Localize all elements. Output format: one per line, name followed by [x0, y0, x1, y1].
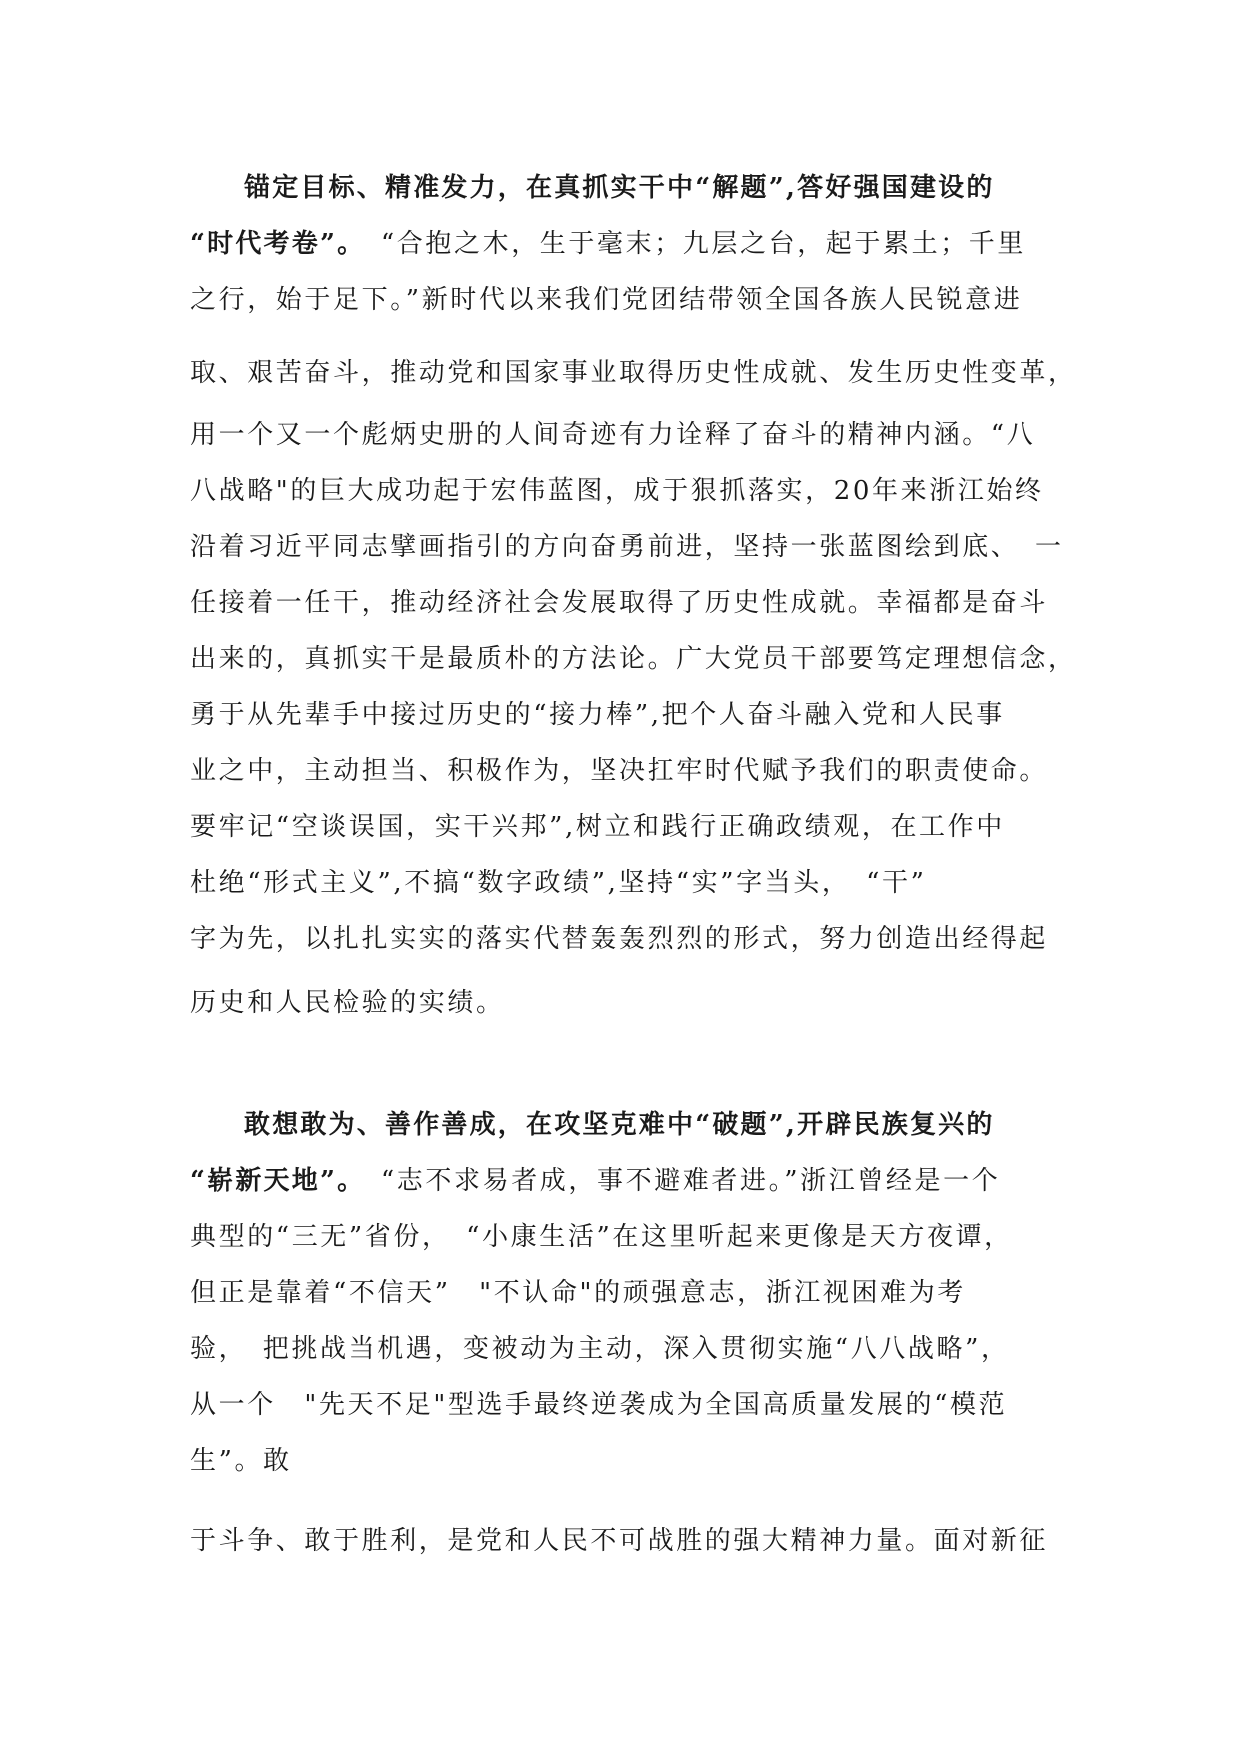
- p2-line-5: 验， 把挑战当机遇，变被动为主动，深入贯彻实施“八八战略”，: [190, 1334, 1010, 1364]
- p2-line-2: “崭新天地”。 “志不求易者成，事不避难者进。”浙江曾经是一个: [190, 1166, 1001, 1196]
- p1-heading: 锚定目标、精准发力，在真抓实干中“解题”,答好强国建设的: [244, 173, 995, 203]
- p2-line-7: 生”。敢: [190, 1446, 292, 1476]
- p1-line-9: 出来的，真抓实干是最质朴的方法论。广大党员干部要笃定理想信念，: [190, 644, 1077, 674]
- p2-line-6: 从一个 "先天不足"型选手最终逆袭成为全国高质量发展的“模范: [190, 1390, 1008, 1420]
- p1-line-7: 沿着习近平同志擘画指引的方向奋勇前进，坚持一张蓝图绘到底、 一: [190, 532, 1064, 562]
- p1-line-12: 要牢记“空谈误国，实干兴邦”,树立和践行正确政绩观，在工作中: [190, 812, 1005, 842]
- p1-line-6: 八战略"的巨大成功起于宏伟蓝图，成于狠抓落实，20年来浙江始终: [190, 476, 1044, 506]
- p1-line-5: 用一个又一个彪炳史册的人间奇迹有力诠释了奋斗的精神内涵。“八: [190, 420, 1036, 450]
- p2-heading: 敢想敢为、善作善成，在攻坚克难中“破题”,开辟民族复兴的: [244, 1110, 995, 1140]
- p2-heading-end: “崭新天地”。: [190, 1166, 353, 1196]
- p2-line-3: 典型的“三无”省份， “小康生活”在这里听起来更像是天方夜谭，: [190, 1222, 1013, 1252]
- p1-line-8: 任接着一任干，推动经济社会发展取得了历史性成就。幸福都是奋斗: [190, 588, 1049, 618]
- p1-line-1: [244, 171, 1070, 205]
- p1-line-4: 取、艰苦奋斗，推动党和国家事业取得历史性成就、发生历史性变革，: [190, 358, 1077, 388]
- p2-line-4: 但正是靠着“不信天” "不认命"的顽强意志，浙江视困难为考: [190, 1278, 966, 1308]
- p1-line-15: 历史和人民检验的实绩。: [190, 988, 505, 1018]
- p1-line-3: 之行，始于足下。”新时代以来我们党团结带领全国各族人民锐意进: [190, 285, 1023, 315]
- p1-line-2: “时代考卷”。 “合抱之木，生于毫末；九层之台，起于累土；千里: [190, 229, 1027, 259]
- p1-line-11: 业之中，主动担当、积极作为，坚决扛牢时代赋予我们的职责使命。: [190, 756, 1049, 786]
- p1-line-13: 杜绝“形式主义”,不搞“数字政绩”,坚持“实”字当头， “干”: [190, 868, 927, 898]
- p2-line-1: [244, 1108, 1070, 1142]
- p1-line-10: 勇于从先辈手中接过历史的“接力棒”,把个人奋斗融入党和人民事: [190, 700, 1005, 730]
- p1-heading-end: “时代考卷”。: [190, 229, 353, 259]
- p1-line-14: 字为先，以扎扎实实的落实代替轰轰烈烈的形式，努力创造出经得起: [190, 924, 1049, 954]
- p2-line-8: 于斗争、敢于胜利，是党和人民不可战胜的强大精神力量。面对新征: [190, 1526, 1049, 1556]
